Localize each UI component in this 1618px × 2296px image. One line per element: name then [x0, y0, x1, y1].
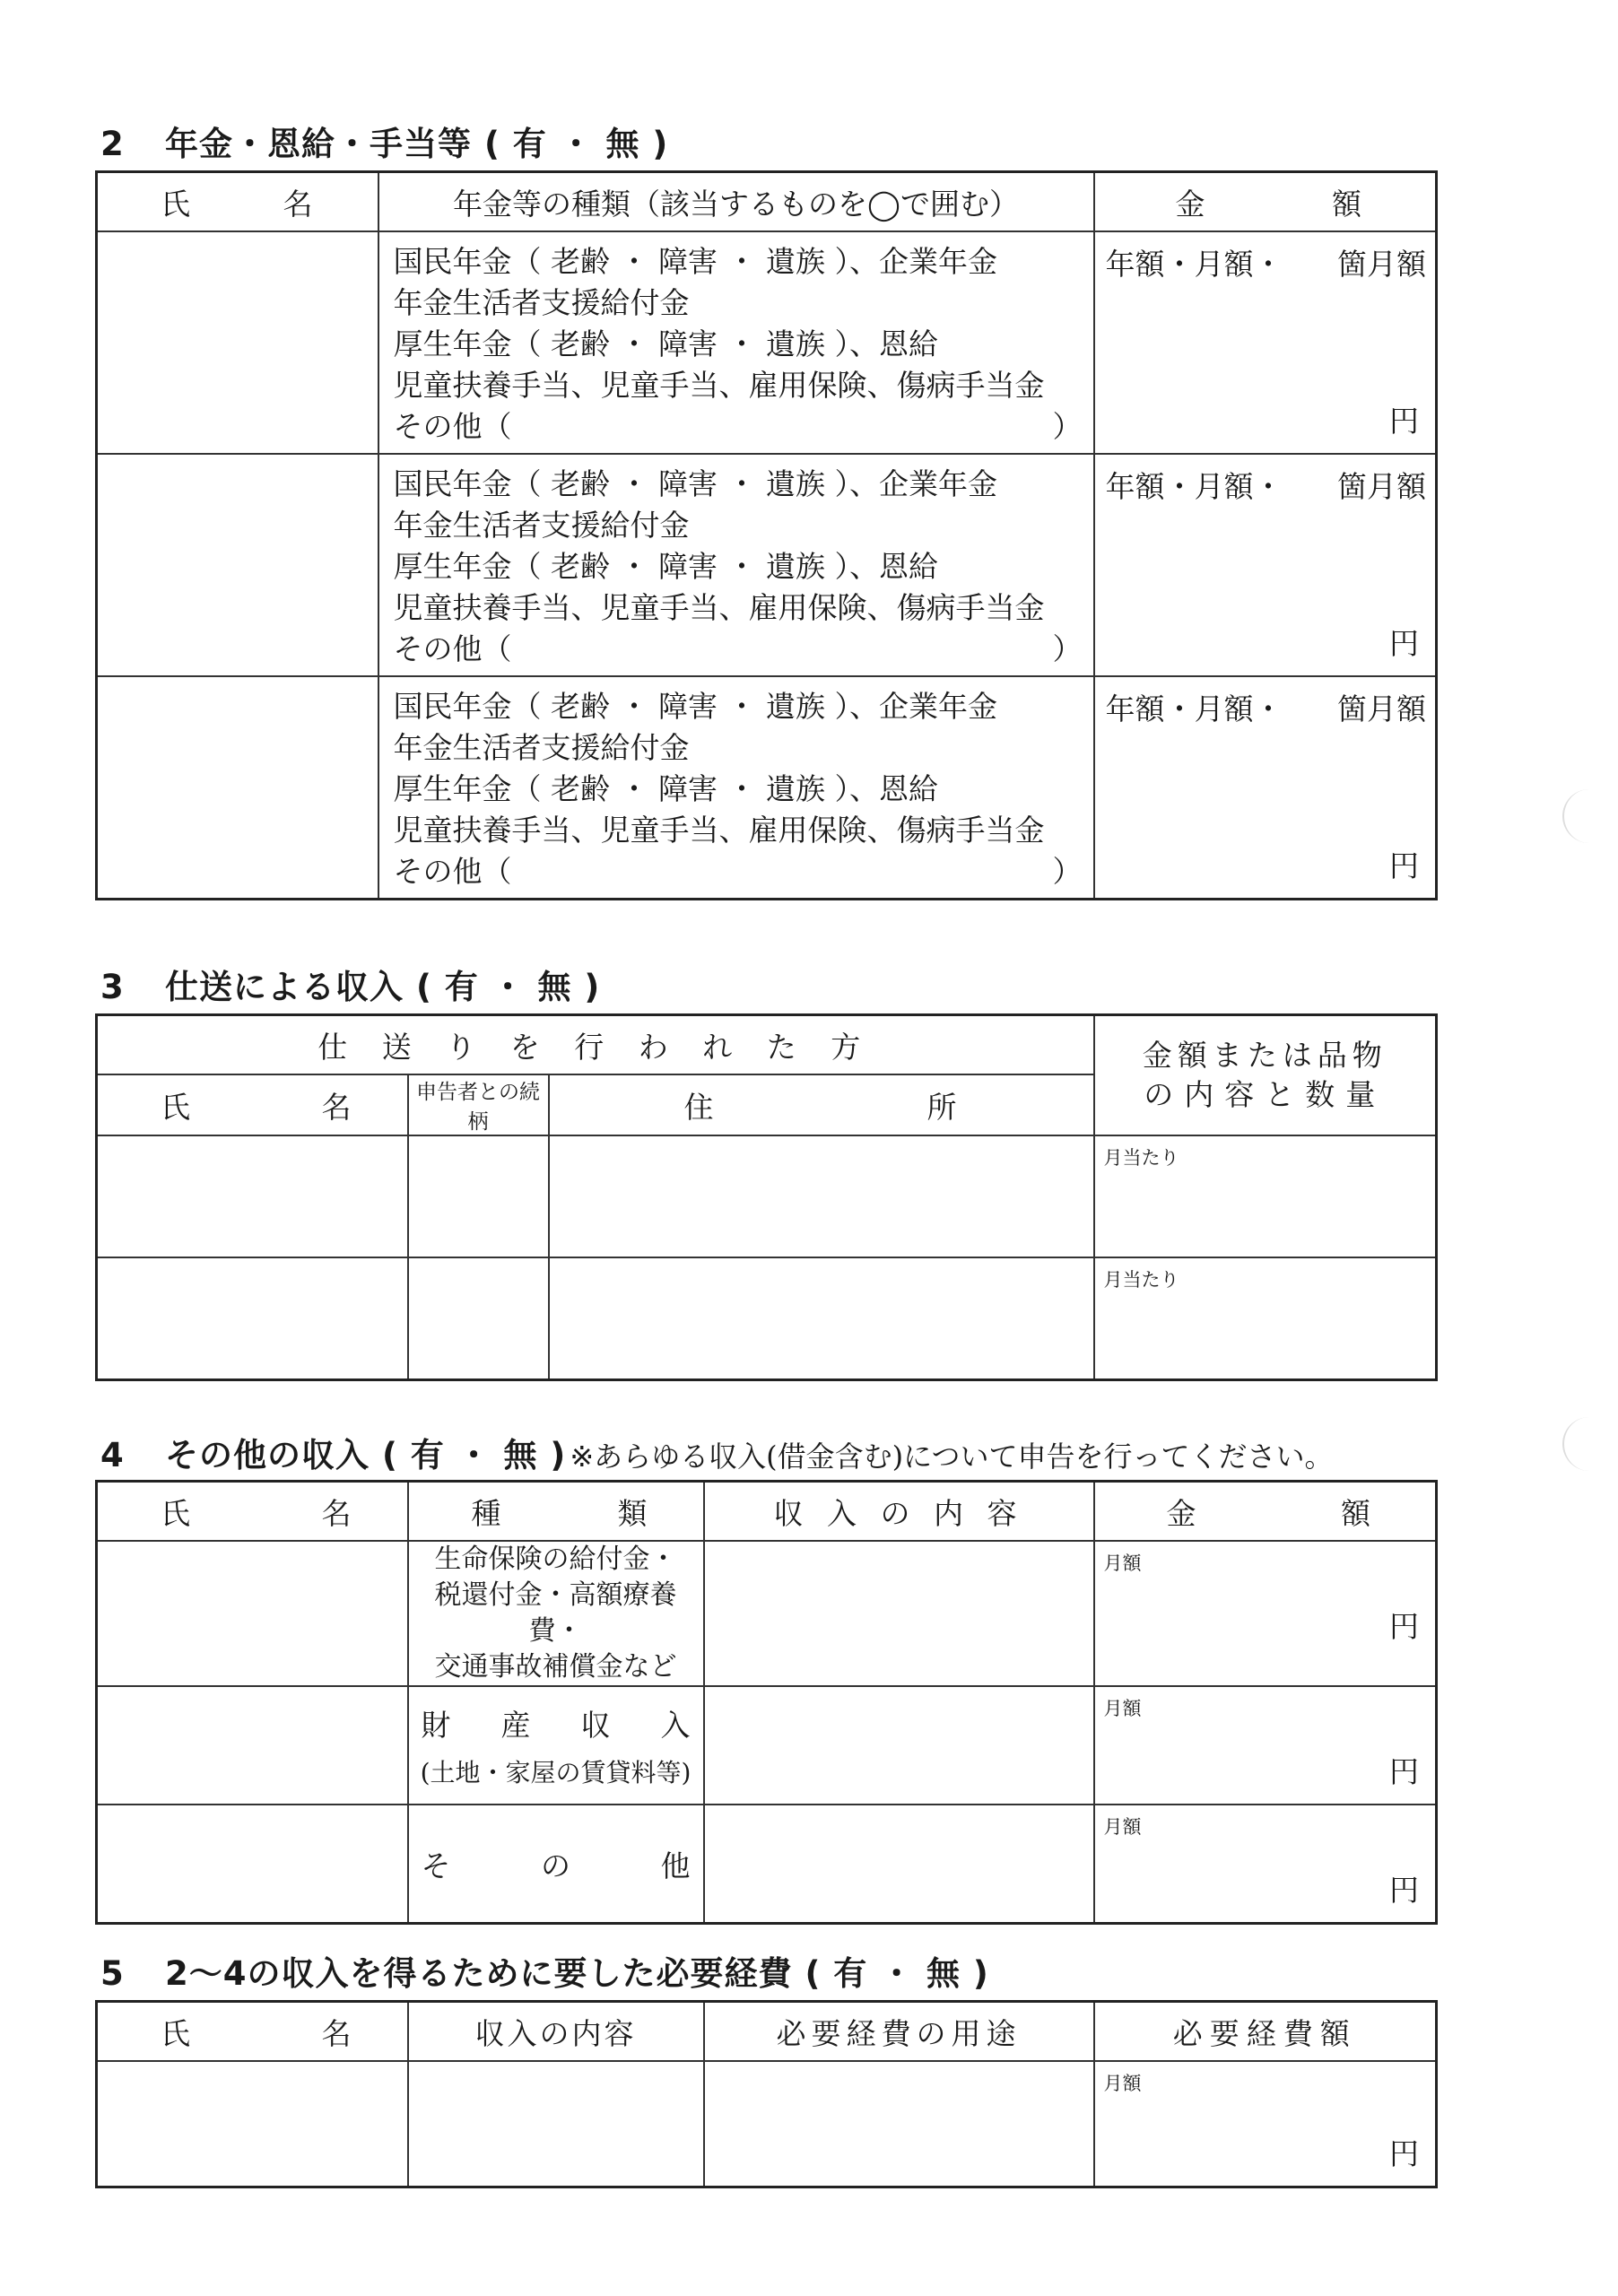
name-field[interactable] — [97, 1135, 408, 1257]
pension-type-cell[interactable]: 国民年金（ 老齢 ・ 障害 ・ 遺族 ）、企業年金 年金生活者支援給付金 厚生年金（ 老齢 ・ 障害 ・ 遺族 ）、恩給 児童扶養手当、児童手当、雇用保険、傷病手当金 その他（ ） — [378, 231, 1094, 454]
yes-no-choice[interactable]: ( 有 ・ 無 ) — [416, 968, 601, 1006]
section-4-title — [100, 1428, 1334, 1476]
amount-field[interactable] — [1094, 1686, 1437, 1805]
scan-mark — [1562, 789, 1618, 843]
amount-months: 箇月額 — [1337, 247, 1426, 282]
name-header: 氏 名 — [97, 2002, 408, 2062]
amount-field[interactable] — [1094, 1541, 1437, 1686]
section-heading: その他の収入 — [165, 1436, 370, 1474]
sender-header: 仕 送 り を 行 わ れ た 方 — [97, 1015, 1094, 1075]
income-kind-property: 財 産 収 入 (土地・家屋の賃貸料等) — [408, 1686, 704, 1805]
section-2-title — [100, 117, 668, 165]
name-field[interactable] — [97, 676, 378, 900]
yes-no-choice[interactable]: ( 有 ・ 無 ) — [382, 1436, 567, 1474]
table-row — [97, 1135, 1437, 1257]
amount-field[interactable] — [1094, 1257, 1437, 1380]
name-header: 氏 名 — [97, 172, 378, 232]
remittance-table — [95, 1013, 1438, 1381]
name-field[interactable] — [97, 2061, 408, 2187]
yen-unit: 円 — [1389, 1873, 1419, 1908]
amount-header: 金 額 — [1094, 1482, 1437, 1542]
name-header: 氏 名 — [97, 1074, 408, 1135]
monthly-label: 月額 — [1103, 1698, 1142, 1719]
relation-field[interactable] — [408, 1257, 549, 1380]
header-row — [97, 2002, 1437, 2062]
table-row — [97, 231, 1437, 454]
content-field[interactable] — [704, 1541, 1094, 1686]
expense-amount-header: 必要経費額 — [1094, 2002, 1437, 2062]
kind-header: 種 類 — [408, 1482, 704, 1542]
per-month-label: 月当たり — [1103, 1269, 1179, 1291]
yen-unit: 円 — [1389, 626, 1419, 661]
section-number: 3 — [100, 968, 125, 1006]
expenses-table — [95, 2000, 1438, 2188]
header-row — [97, 1482, 1437, 1542]
yes-no-choice[interactable]: ( 有 ・ 無 ) — [484, 125, 669, 163]
amount-months: 箇月額 — [1337, 691, 1426, 726]
name-header: 氏 名 — [97, 1482, 408, 1542]
scan-mark — [1562, 1417, 1618, 1471]
pension-type-header: 年金等の種類（該当するものを◯で囲む） — [378, 172, 1094, 232]
amount-kind: 年額・月額・ — [1105, 469, 1283, 504]
relation-header: 申告者との続柄 — [408, 1074, 549, 1135]
monthly-label: 月額 — [1103, 1816, 1142, 1838]
name-field[interactable] — [97, 1257, 408, 1380]
header-row — [97, 172, 1437, 232]
other-income-table — [95, 1480, 1438, 1925]
table-row — [97, 1686, 1437, 1805]
pension-table — [95, 170, 1438, 900]
amount-field[interactable] — [1094, 676, 1437, 900]
amount-field[interactable] — [1094, 2061, 1437, 2187]
amount-kind: 年額・月額・ — [1105, 247, 1283, 282]
table-row — [97, 1257, 1437, 1380]
name-field[interactable] — [97, 1541, 408, 1686]
address-field[interactable] — [549, 1135, 1094, 1257]
section-5-title — [100, 1946, 989, 1995]
declaration-note: ※あらゆる収入(借金含む)について申告を行ってください。 — [570, 1439, 1334, 1474]
section-number: 5 — [100, 1954, 125, 1993]
income-kind-insurance: 生命保険の給付金・ 税還付金・高額療養費・ 交通事故補償金など — [408, 1541, 704, 1686]
name-field[interactable] — [97, 454, 378, 676]
section-heading: 仕送による収入 — [165, 968, 404, 1006]
amount-field[interactable] — [1094, 454, 1437, 676]
income-kind-other: そ の 他 — [408, 1805, 704, 1924]
yen-unit: 円 — [1389, 1754, 1419, 1789]
monthly-label: 月額 — [1103, 1552, 1142, 1574]
yen-unit: 円 — [1389, 1609, 1419, 1644]
name-field[interactable] — [97, 231, 378, 454]
monthly-label: 月額 — [1103, 2073, 1142, 2094]
section-number: 2 — [100, 125, 125, 163]
content-header: 収 入 の 内 容 — [704, 1482, 1094, 1542]
amount-months: 箇月額 — [1337, 469, 1426, 504]
section-number: 4 — [100, 1436, 125, 1474]
section-heading: 年金・恩給・手当等 — [165, 125, 472, 163]
content-field[interactable] — [704, 1686, 1094, 1805]
table-row — [97, 676, 1437, 900]
amount-or-goods-header: 金額または品物 の内容と数量 — [1094, 1015, 1437, 1136]
table-row — [97, 1805, 1437, 1924]
section-heading: 2～4の収入を得るために要した必要経費 — [165, 1954, 793, 1993]
name-field[interactable] — [97, 1686, 408, 1805]
header-row — [97, 1015, 1437, 1075]
yen-unit: 円 — [1389, 404, 1419, 439]
pension-type-cell[interactable]: 国民年金（ 老齢 ・ 障害 ・ 遺族 ）、企業年金 年金生活者支援給付金 厚生年金（ 老齢 ・ 障害 ・ 遺族 ）、恩給 児童扶養手当、児童手当、雇用保険、傷病手当金 その他（ ） — [378, 676, 1094, 900]
address-field[interactable] — [549, 1257, 1094, 1380]
amount-field[interactable] — [1094, 1805, 1437, 1924]
amount-field[interactable] — [1094, 231, 1437, 454]
content-header: 収入の内容 — [408, 2002, 704, 2062]
pension-type-cell[interactable]: 国民年金（ 老齢 ・ 障害 ・ 遺族 ）、企業年金 年金生活者支援給付金 厚生年金（ 老齢 ・ 障害 ・ 遺族 ）、恩給 児童扶養手当、児童手当、雇用保険、傷病手当金 その他（ ） — [378, 454, 1094, 676]
section-3-title — [100, 960, 600, 1008]
yen-unit: 円 — [1389, 2136, 1419, 2171]
table-row — [97, 1541, 1437, 1686]
relation-field[interactable] — [408, 1135, 549, 1257]
content-field[interactable] — [408, 2061, 704, 2187]
amount-field[interactable] — [1094, 1135, 1437, 1257]
name-field[interactable] — [97, 1805, 408, 1924]
amount-kind: 年額・月額・ — [1105, 691, 1283, 726]
yen-unit: 円 — [1389, 848, 1419, 883]
content-field[interactable] — [704, 1805, 1094, 1924]
address-header: 住 所 — [549, 1074, 1094, 1135]
table-row — [97, 2061, 1437, 2187]
amount-header: 金 額 — [1094, 172, 1437, 232]
yes-no-choice[interactable]: ( 有 ・ 無 ) — [805, 1954, 989, 1993]
per-month-label: 月当たり — [1103, 1147, 1179, 1169]
expense-use-header: 必要経費の用途 — [704, 2002, 1094, 2062]
expense-use-field[interactable] — [704, 2061, 1094, 2187]
table-row — [97, 454, 1437, 676]
